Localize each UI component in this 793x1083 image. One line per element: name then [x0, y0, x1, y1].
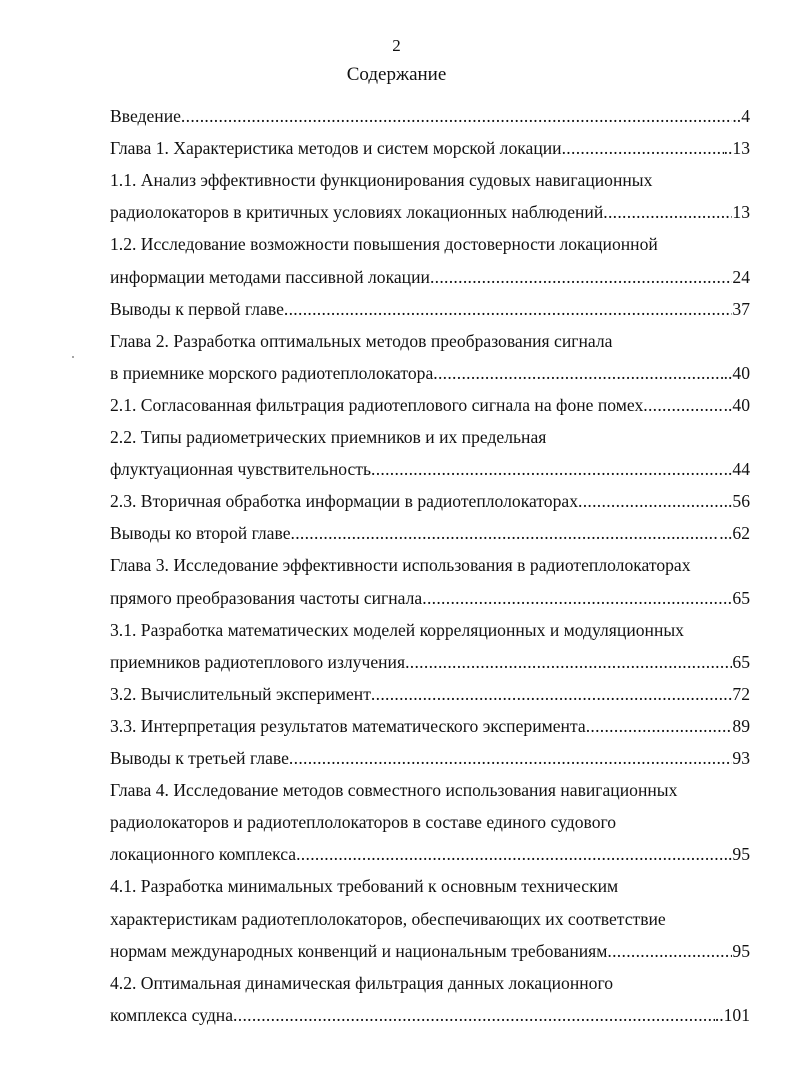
toc-entry — [110, 457, 750, 481]
toc-entry-text: в приемнике морского радиотеплолокатора — [110, 362, 434, 383]
dot-leader — [371, 682, 732, 706]
toc-entry-page: ..101 — [714, 1004, 750, 1025]
toc-entry — [110, 907, 750, 931]
dot-leader — [586, 714, 733, 738]
toc-entry-text: приемников радиотеплового излучения — [110, 651, 406, 672]
scan-speck — [72, 356, 74, 358]
dot-leader — [422, 586, 732, 610]
toc-entry — [110, 425, 750, 449]
toc-entry — [110, 136, 750, 160]
toc-entry-text: 4.1. Разработка минимальных требований к основным техническим — [110, 876, 619, 897]
toc-entry-text: Выводы к третьей главе — [110, 748, 289, 768]
toc-entry-text: Глава 1. Характеристика методов и систем морской локации — [110, 138, 562, 159]
dot-leader — [289, 746, 732, 770]
toc-entry — [110, 586, 750, 610]
toc-entry-text: 3.2. Вычислительный эксперимент — [110, 683, 371, 704]
toc-entry-page: ...62 — [719, 523, 750, 544]
toc-entry-page: 89 — [732, 715, 750, 736]
toc-entry — [110, 682, 750, 706]
toc-entry-page: ..95 — [723, 844, 750, 865]
toc-entry — [110, 521, 750, 545]
dot-leader — [233, 1003, 715, 1027]
toc-entry-page: ..4 — [732, 106, 750, 126]
toc-entry-text: 2.1. Согласованная фильтрация радиотеплового сигнала на фоне помех — [110, 394, 644, 415]
toc-entry-text: нормам международных конвенций и национальным требованиям — [110, 940, 608, 961]
toc-entry-text: Выводы ко второй главе — [110, 523, 291, 544]
toc-entry — [110, 810, 750, 834]
toc-entry-text: прямого преобразования частоты сигнала — [110, 587, 423, 608]
toc-entry — [110, 104, 750, 128]
dot-leader — [296, 842, 724, 866]
toc-entry — [110, 393, 750, 417]
toc-entry-text: 4.2. Оптимальная динамическая фильтрация данных локационного — [110, 972, 614, 993]
toc-entry — [110, 329, 750, 353]
page-title: Содержание — [346, 64, 447, 85]
toc-entry — [110, 232, 750, 256]
toc-entry-text: комплекса судна — [110, 1004, 234, 1025]
toc-entry-text: Введение — [110, 106, 181, 126]
toc-entry — [110, 714, 750, 738]
toc-entry-text: локационного комплекса — [110, 844, 297, 865]
toc-entry-page: 65 — [732, 651, 750, 672]
toc-entry-text: информации методами пассивной локации — [110, 266, 430, 287]
toc-entry-page: 24 — [732, 266, 750, 287]
toc-entry — [110, 939, 750, 963]
toc-entry — [110, 842, 750, 866]
toc-entry-text: Глава 3. Исследование эффективности использования в радиотеплолокаторах — [110, 555, 691, 576]
toc-entry — [110, 971, 750, 995]
toc-entry-page: 65 — [732, 587, 750, 608]
toc-entry-text: характеристикам радиотеплолокаторов, обеспечивающих их соответствие — [110, 908, 666, 929]
toc-entry-text: 1.1. Анализ эффективности функционирования судовых навигационных — [110, 170, 653, 191]
toc-entry — [110, 168, 750, 192]
dot-leader — [562, 136, 724, 160]
toc-entry-text: 3.3. Интерпретация результатов математического эксперимента — [110, 715, 586, 736]
toc-entry-text: Глава 2. Разработка оптимальных методов преобразования сигнала — [110, 330, 613, 351]
toc-entry — [110, 265, 750, 289]
dot-leader — [607, 939, 732, 963]
toc-entry-text: радиолокаторов в критичных условиях локационных наблюдений — [110, 202, 604, 223]
dot-leader — [405, 650, 732, 674]
dot-leader — [643, 393, 723, 417]
toc-entry-text: 1.2. Исследование возможности повышения достоверности локационной — [110, 234, 658, 255]
toc-entry — [110, 1003, 750, 1027]
toc-entry — [110, 746, 750, 770]
toc-entry — [110, 650, 750, 674]
toc-entry-page: 37 — [732, 298, 750, 319]
toc-entry-text: Глава 4. Исследование методов совместного использования навигационных — [110, 780, 678, 801]
dot-leader — [291, 521, 720, 545]
toc-entry-page: ..13 — [723, 138, 750, 159]
dot-leader — [578, 489, 724, 513]
toc-entry — [110, 874, 750, 898]
toc-entry-page: ..40 — [723, 394, 750, 415]
dot-leader — [181, 104, 732, 128]
toc-entry — [110, 200, 750, 224]
toc-entry — [110, 297, 750, 321]
toc-entry — [110, 618, 750, 642]
toc-entry-text: 3.1. Разработка математических моделей корреляционных и модуляционных — [110, 619, 684, 640]
toc-entry-text: 2.2. Типы радиометрических приемников и их предельная — [110, 427, 547, 447]
toc-entry-page: 72 — [732, 683, 750, 704]
dot-leader — [284, 297, 733, 321]
toc-entry-page: ..44 — [723, 459, 750, 480]
toc-entry-page: ..40 — [723, 362, 750, 383]
toc-entry-page: 13 — [732, 202, 750, 223]
dot-leader — [433, 361, 723, 385]
toc-entry-page: 93 — [732, 748, 750, 768]
dot-leader — [430, 265, 732, 289]
toc-entry — [110, 553, 750, 577]
toc-entry-text: радиолокаторов и радиотеплолокаторов в составе единого судового — [110, 812, 617, 833]
dot-leader — [371, 457, 724, 481]
toc-entry-text: Выводы к первой главе — [110, 298, 284, 319]
toc-entry-page: ..56 — [723, 491, 750, 512]
toc-entry-page: 95 — [732, 940, 750, 961]
toc-entry — [110, 778, 750, 802]
toc-entry-text: 2.3. Вторичная обработка информации в радиотеплолокаторах — [110, 491, 578, 512]
toc-entry-text: флуктуационная чувствительность — [110, 459, 371, 480]
toc-entry — [110, 361, 750, 385]
dot-leader — [603, 200, 732, 224]
toc-entry — [110, 489, 750, 513]
page-number: 2 — [392, 36, 401, 55]
